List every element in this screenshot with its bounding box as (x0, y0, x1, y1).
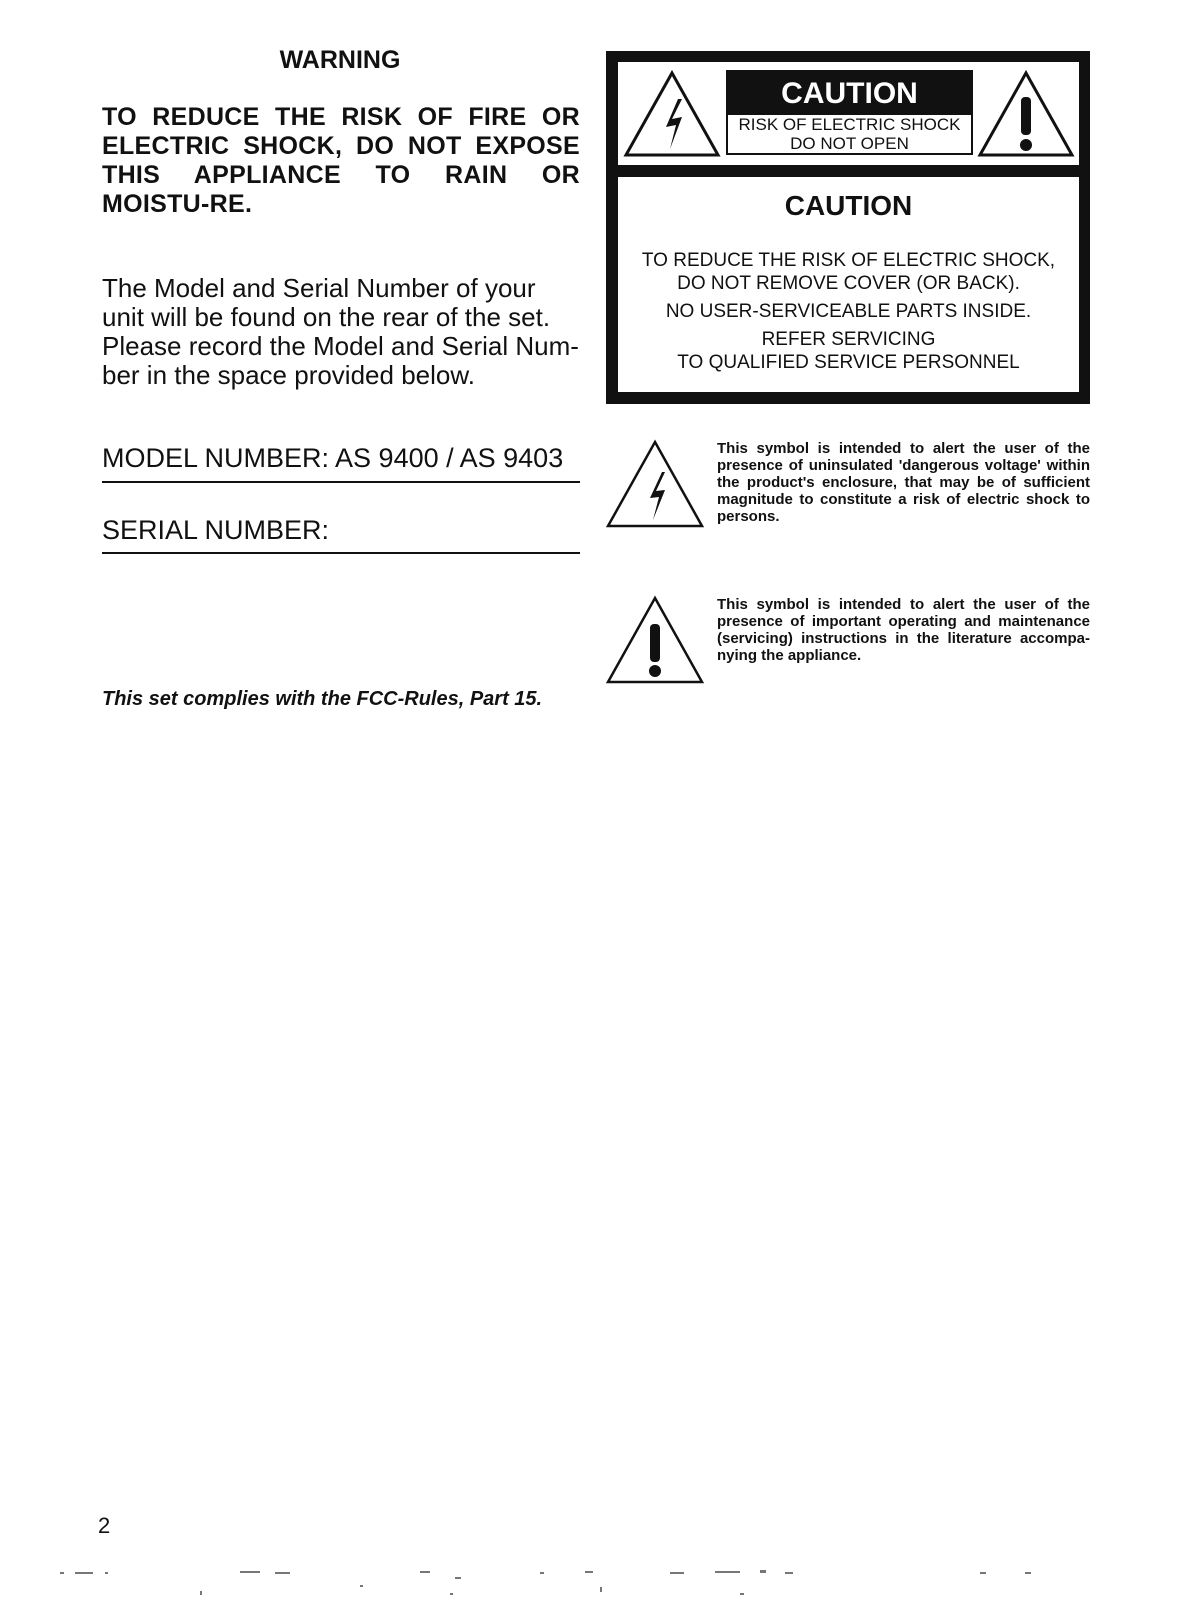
caution-banner: CAUTION (726, 70, 973, 118)
lightning-triangle-icon (622, 69, 722, 159)
caution-subtitle-line1: RISK OF ELECTRIC SHOCK (738, 115, 961, 134)
lightning-triangle-icon (604, 438, 706, 530)
caution-line-5: TO QUALIFIED SERVICE PERSONNEL (677, 352, 1020, 373)
serial-number-line (102, 552, 580, 554)
caution-line-1: TO REDUCE THE RISK OF ELECTRIC SHOCK, (641, 250, 1056, 271)
page-number: 2 (98, 1513, 111, 1538)
warning-text: TO REDUCE THE RISK OF FIRE OR ELECTRIC SHOCK, DO NOT EXPOSE THIS APPLIANCE TO RAIN OR MOISTU-RE. (102, 103, 580, 218)
exclamation-triangle-icon (604, 594, 706, 686)
exclamation-symbol-description: This symbol is intended to alert the user of the presence of important operating and maintenance (servicing) instructions in the literature accompa-nying the appliance. (717, 596, 1090, 664)
model-serial-note: The Model and Serial Number of your unit will be found on the rear of the set. Please record the Model and Serial Num-ber in the space provided below. (102, 273, 579, 390)
serial-number-label: SERIAL NUMBER: (102, 515, 330, 545)
caution-subtitle (726, 113, 973, 155)
exclamation-triangle-icon (976, 69, 1076, 159)
caution-subtitle-line2: DO NOT OPEN (790, 134, 909, 153)
warning-title: WARNING (279, 46, 401, 74)
fcc-compliance-note: This set complies with the FCC-Rules, Part 15. (102, 688, 543, 710)
caution-heading: CAUTION (784, 190, 913, 221)
caution-line-3: NO USER-SERVICEABLE PARTS INSIDE. (665, 301, 1032, 322)
caution-line-2: DO NOT REMOVE COVER (OR BACK). (677, 273, 1020, 294)
caution-line-4: REFER SERVICING (761, 329, 936, 350)
model-number-label: MODEL NUMBER: AS 9400 / AS 9403 (102, 443, 564, 473)
scan-noise (60, 1555, 1100, 1605)
model-number-line (102, 481, 580, 483)
lightning-symbol-description: This symbol is intended to alert the user of the presence of uninsulated 'dangerous voltage' within the product's enclosure, that may be of sufficient magnitude to constitute a risk of electric shock to persons. (717, 440, 1090, 525)
